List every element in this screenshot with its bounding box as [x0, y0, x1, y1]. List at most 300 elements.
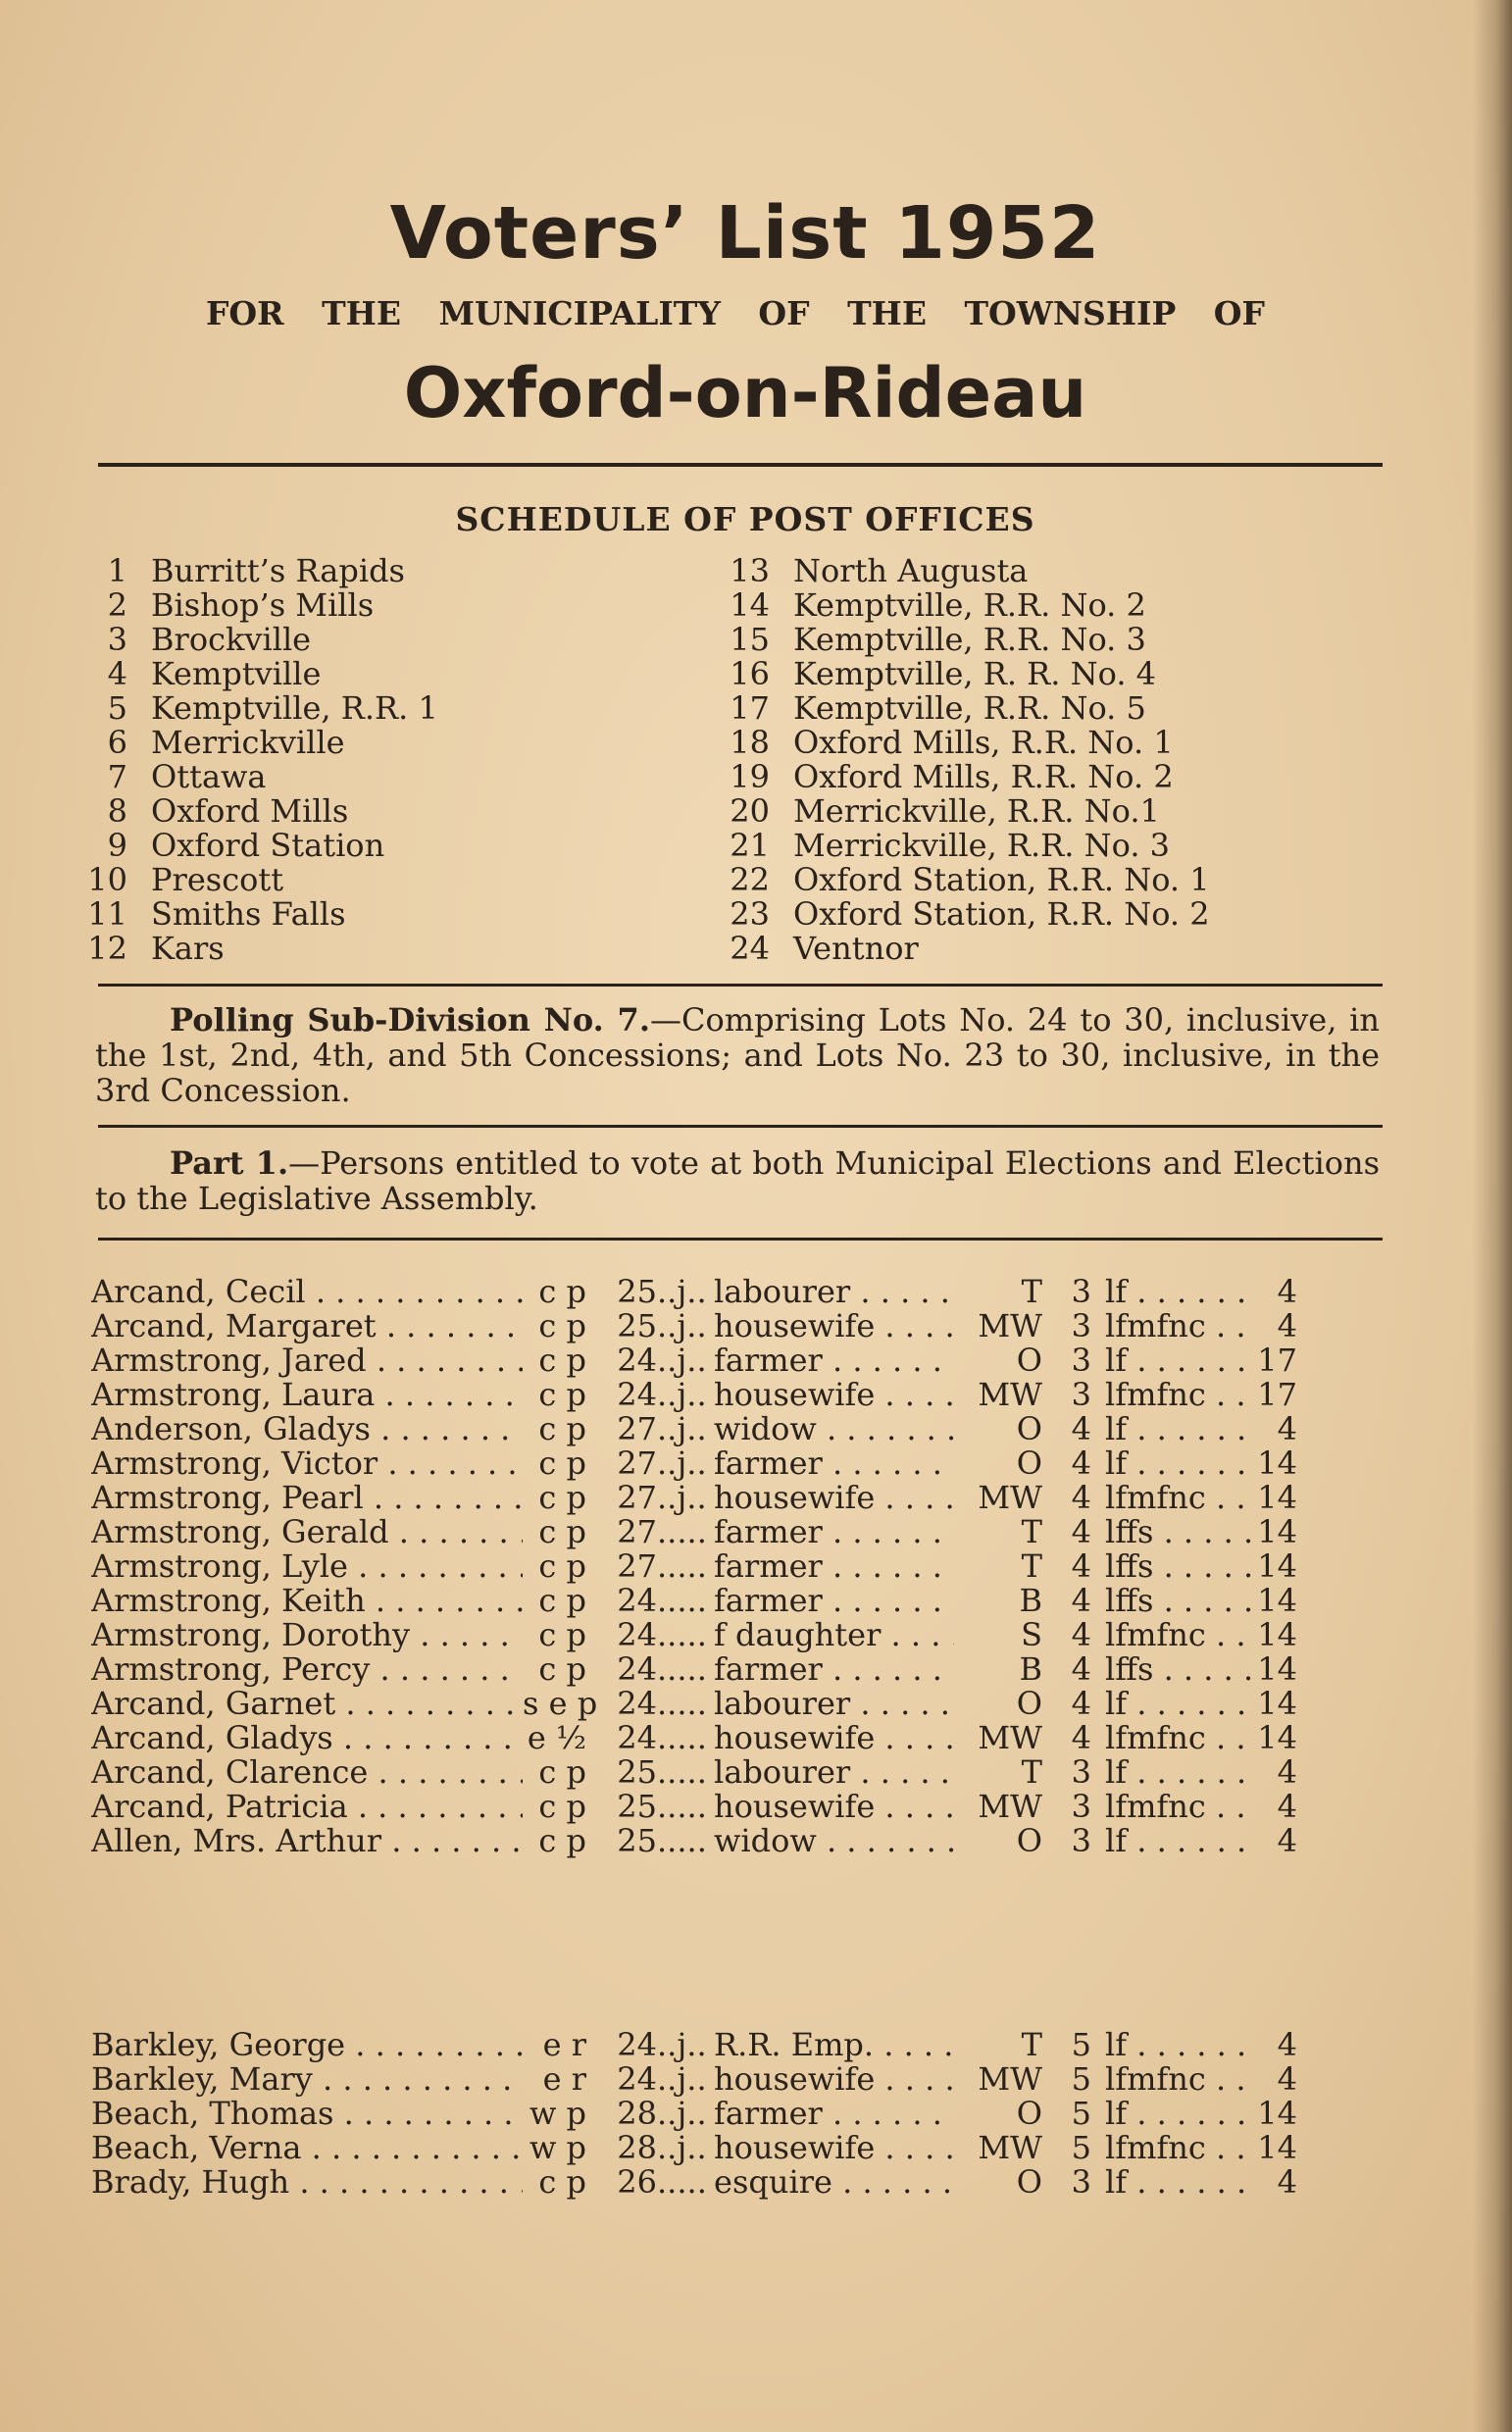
post-office-number: 2 — [107, 586, 127, 624]
voter-post-office: 14 — [1257, 1513, 1297, 1550]
voter-jury-mark: ..j.. — [657, 2060, 707, 2098]
voter-flags: lf . . . — [1091, 2028, 1252, 2062]
post-office-name: Burritt’s Rapids — [151, 552, 405, 589]
voter-status: O — [1016, 2095, 1042, 2132]
voter-name: Arcand, Margaret . . . — [91, 1309, 523, 1343]
post-office-name: Oxford Station — [151, 827, 385, 864]
voter-concession: 3 — [1071, 1822, 1091, 1859]
voter-lot: 24 — [617, 1376, 657, 1413]
voter-occupation: housewife . . . — [714, 2131, 954, 2165]
subtitle-word: OF — [758, 294, 810, 332]
divider — [98, 1238, 1383, 1241]
voter-post-office: 14 — [1257, 1719, 1297, 1756]
post-office-number: 5 — [107, 689, 127, 727]
voter-status: T — [1021, 1753, 1042, 1791]
post-office-item — [721, 588, 1210, 623]
voter-status: MW — [978, 1719, 1042, 1756]
subtitle-word: TOWNSHIP — [964, 294, 1177, 332]
post-office-item — [78, 829, 438, 863]
voter-flags: lfmfnc . . . — [1091, 2062, 1252, 2097]
voter-post-office: 14 — [1257, 1650, 1297, 1688]
voter-qualification-code: c p — [538, 1273, 586, 1310]
voter-post-office: 14 — [1257, 2129, 1297, 2166]
voter-qualification-code: c p — [538, 1753, 586, 1791]
voter-name: Arcand, Gladys . . . — [91, 1721, 523, 1755]
voter-lot: 27 — [617, 1444, 657, 1482]
voter-flags: lffs . . . — [1091, 1515, 1252, 1549]
voter-lot: 26 — [617, 2163, 657, 2201]
voter-name: Brady, Hugh . . . — [91, 2165, 523, 2200]
schedule-heading: SCHEDULE OF POST OFFICES — [455, 500, 1035, 538]
voter-name: Arcand, Garnet . . . — [91, 1687, 523, 1721]
voter-concession: 4 — [1071, 1719, 1091, 1756]
voter-qualification-code: c p — [538, 1616, 586, 1653]
township-name: Oxford-on-Rideau — [403, 353, 1087, 433]
voters-list-b — [91, 2028, 1386, 2200]
voter-status: MW — [978, 1307, 1042, 1344]
polling-subdivision-paragraph — [95, 1002, 1380, 1108]
post-office-number: 21 — [730, 827, 770, 864]
voter-qualification-code: c p — [538, 1410, 586, 1447]
post-office-item — [721, 623, 1210, 657]
voter-lot: 25 — [617, 1307, 657, 1344]
voter-concession: 3 — [1071, 1307, 1091, 1344]
voter-name: Armstrong, Dorothy . . . — [91, 1618, 523, 1652]
voter-lot: 24 — [617, 1719, 657, 1756]
voter-row — [91, 1618, 1386, 1652]
post-office-number: 13 — [730, 552, 770, 589]
voter-concession: 3 — [1071, 1788, 1091, 1825]
voter-name: Armstrong, Jared . . . — [91, 1343, 523, 1378]
voter-qualification-code: c p — [538, 1307, 586, 1344]
voter-lot: 24 — [617, 1616, 657, 1653]
voter-status: T — [1021, 1547, 1042, 1585]
post-office-item — [78, 554, 438, 588]
voter-qualification-code: c p — [538, 1788, 586, 1825]
voter-concession: 4 — [1071, 1650, 1091, 1688]
voter-occupation: farmer . . . — [714, 1652, 954, 1687]
voter-jury-mark: ..... — [657, 1719, 707, 1756]
voter-concession: 5 — [1071, 2095, 1091, 2132]
voter-lot: 28 — [617, 2129, 657, 2166]
voter-jury-mark: ..j.. — [657, 1479, 707, 1516]
voter-post-office: 4 — [1277, 1410, 1297, 1447]
voter-concession: 4 — [1071, 1582, 1091, 1619]
voter-post-office: 4 — [1277, 2026, 1297, 2063]
voter-concession: 3 — [1071, 1273, 1091, 1310]
voter-occupation: widow . . . — [714, 1412, 954, 1446]
post-office-item — [78, 794, 438, 829]
voter-post-office: 4 — [1277, 1273, 1297, 1310]
voter-lot: 28 — [617, 2095, 657, 2132]
voter-row — [91, 1446, 1386, 1481]
voter-status: MW — [978, 2060, 1042, 2098]
voter-concession: 3 — [1071, 1753, 1091, 1791]
voter-jury-mark: ..... — [657, 1513, 707, 1550]
voter-lot: 24 — [617, 2060, 657, 2098]
post-office-item — [78, 691, 438, 726]
post-office-number: 18 — [730, 724, 770, 761]
voter-jury-mark: ..j.. — [657, 1307, 707, 1344]
voter-jury-mark: ..j.. — [657, 2095, 707, 2132]
voter-row — [91, 1412, 1386, 1446]
post-office-name: Oxford Mills, R.R. No. 2 — [793, 758, 1174, 795]
voter-qualification-code: c p — [538, 1582, 586, 1619]
voter-post-office: 4 — [1277, 1307, 1297, 1344]
voter-jury-mark: ..j.. — [657, 1410, 707, 1447]
post-office-name: Oxford Mills — [151, 792, 349, 830]
post-office-name: Kemptville — [151, 655, 322, 692]
voter-jury-mark: ..j.. — [657, 1444, 707, 1482]
post-office-number: 11 — [87, 895, 127, 933]
voter-flags: lfmfnc . . . — [1091, 1481, 1252, 1515]
voter-lot: 25 — [617, 1753, 657, 1791]
voter-row — [91, 1824, 1386, 1858]
post-office-item — [721, 794, 1210, 829]
voter-row — [91, 1275, 1386, 1309]
voter-concession: 3 — [1071, 2163, 1091, 2201]
voter-qualification-code: e ½ — [527, 1719, 586, 1756]
voter-name: Armstrong, Laura . . . — [91, 1378, 523, 1412]
voter-flags: lf . . . — [1091, 1824, 1252, 1858]
voter-flags: lf . . . — [1091, 1687, 1252, 1721]
voter-qualification-code: c p — [538, 1822, 586, 1859]
post-office-number: 6 — [107, 724, 127, 761]
post-office-item — [78, 726, 438, 760]
post-office-name: Oxford Station, R.R. No. 2 — [793, 895, 1210, 933]
divider — [98, 984, 1383, 987]
voter-jury-mark: ..... — [657, 1753, 707, 1791]
voter-name: Armstrong, Keith . . . — [91, 1584, 523, 1618]
part1-label: Part 1. — [170, 1144, 289, 1182]
voter-concession: 4 — [1071, 1513, 1091, 1550]
voter-status: T — [1021, 1273, 1042, 1310]
voter-jury-mark: ..j.. — [657, 2026, 707, 2063]
voter-qualification-code: s e p — [523, 1685, 598, 1722]
voter-lot: 24 — [617, 1650, 657, 1688]
voter-post-office: 14 — [1257, 1479, 1297, 1516]
voter-qualification-code: c p — [538, 1444, 586, 1482]
voter-row — [91, 1721, 1386, 1755]
voter-jury-mark: ..... — [657, 1650, 707, 1688]
post-office-number: 12 — [87, 930, 127, 967]
voter-lot: 24 — [617, 1342, 657, 1379]
voter-post-office: 4 — [1277, 1822, 1297, 1859]
voter-occupation: farmer . . . — [714, 1515, 954, 1549]
voter-name: Arcand, Cecil . . . — [91, 1275, 523, 1309]
post-office-name: North Augusta — [793, 552, 1029, 589]
post-office-name: Merrickville — [151, 724, 345, 761]
post-office-number: 1 — [107, 552, 127, 589]
voter-concession: 5 — [1071, 2060, 1091, 2098]
post-office-item — [721, 726, 1210, 760]
voter-occupation: housewife . . . — [714, 1378, 954, 1412]
voter-qualification-code: c p — [538, 1547, 586, 1585]
voter-name: Armstrong, Gerald . . . — [91, 1515, 523, 1549]
voter-name: Allen, Mrs. Arthur . . . — [91, 1824, 523, 1858]
voter-row — [91, 2097, 1386, 2131]
voter-status: B — [1019, 1650, 1042, 1688]
post-office-number: 23 — [730, 895, 770, 933]
voter-lot: 27 — [617, 1479, 657, 1516]
divider — [98, 1125, 1383, 1128]
voter-occupation: housewife . . . — [714, 2062, 954, 2097]
voter-status: MW — [978, 1788, 1042, 1825]
voter-post-office: 14 — [1257, 1582, 1297, 1619]
voter-jury-mark: ..... — [657, 1582, 707, 1619]
voter-post-office: 14 — [1257, 1616, 1297, 1653]
voter-row — [91, 1549, 1386, 1584]
voter-lot: 25 — [617, 1273, 657, 1310]
subtitle-word: MUNICIPALITY — [438, 294, 721, 332]
voter-post-office: 4 — [1277, 2060, 1297, 2098]
post-office-number: 10 — [87, 861, 127, 898]
voter-flags: lf . . . — [1091, 2097, 1252, 2131]
voter-flags: lffs . . . — [1091, 1549, 1252, 1584]
voter-flags: lfmfnc . . . — [1091, 1721, 1252, 1755]
document-subtitle — [206, 294, 1265, 332]
voter-flags: lf . . . — [1091, 1275, 1252, 1309]
voter-qualification-code: e r — [542, 2026, 586, 2063]
voter-flags: lf . . . — [1091, 1755, 1252, 1790]
voter-name: Barkley, Mary . . . — [91, 2062, 523, 2097]
voter-jury-mark: ..... — [657, 1685, 707, 1722]
voter-lot: 24 — [617, 2026, 657, 2063]
subtitle-word: FOR — [206, 294, 284, 332]
voter-flags: lffs . . . — [1091, 1652, 1252, 1687]
voter-jury-mark: ..j.. — [657, 1342, 707, 1379]
post-office-name: Kemptville, R. R. No. 4 — [793, 655, 1157, 692]
voter-row — [91, 1343, 1386, 1378]
voter-row — [91, 2062, 1386, 2097]
voter-concession: 4 — [1071, 1685, 1091, 1722]
post-office-item — [721, 760, 1210, 794]
voter-lot: 25 — [617, 1788, 657, 1825]
voter-occupation: labourer . . . — [714, 1275, 954, 1309]
post-office-number: 9 — [107, 827, 127, 864]
voter-qualification-code: c p — [538, 2163, 586, 2201]
voter-lot: 24 — [617, 1582, 657, 1619]
post-office-number: 20 — [730, 792, 770, 830]
voter-row — [91, 2131, 1386, 2165]
voter-flags: lfmfnc . . . — [1091, 1309, 1252, 1343]
part1-paragraph — [95, 1145, 1380, 1216]
post-office-name: Oxford Mills, R.R. No. 1 — [793, 724, 1174, 761]
post-office-number: 15 — [730, 621, 770, 658]
voter-row — [91, 1584, 1386, 1618]
subtitle-word: THE — [322, 294, 401, 332]
voter-name: Arcand, Patricia . . . — [91, 1790, 523, 1824]
voter-qualification-code: c p — [538, 1513, 586, 1550]
voter-lot: 27 — [617, 1547, 657, 1585]
post-office-number: 4 — [107, 655, 127, 692]
post-office-name: Merrickville, R.R. No.1 — [793, 792, 1160, 830]
voter-row — [91, 2165, 1386, 2200]
voter-concession: 4 — [1071, 1410, 1091, 1447]
voter-post-office: 4 — [1277, 2163, 1297, 2201]
voters-list-a — [91, 1275, 1386, 1858]
voter-post-office: 14 — [1257, 1547, 1297, 1585]
post-office-item — [78, 932, 438, 966]
post-office-name: Prescott — [151, 861, 284, 898]
voter-name: Barkley, George . . . — [91, 2028, 523, 2062]
voter-concession: 3 — [1071, 1342, 1091, 1379]
document-title: Voters’ List 1952 — [389, 191, 1101, 276]
voter-occupation: housewife . . . — [714, 1309, 954, 1343]
voter-jury-mark: ..j.. — [657, 2129, 707, 2166]
post-office-name: Ventnor — [793, 930, 919, 967]
voter-occupation: widow . . . — [714, 1824, 954, 1858]
voter-row — [91, 1687, 1386, 1721]
voter-name: Beach, Verna . . . — [91, 2131, 523, 2165]
voter-flags: lffs . . . — [1091, 1584, 1252, 1618]
voter-concession: 4 — [1071, 1444, 1091, 1482]
voter-flags: lf . . . — [1091, 1343, 1252, 1378]
voter-post-office: 17 — [1257, 1342, 1297, 1379]
post-office-number: 3 — [107, 621, 127, 658]
voter-row — [91, 1652, 1386, 1687]
post-office-number: 16 — [730, 655, 770, 692]
voter-occupation: housewife . . . — [714, 1790, 954, 1824]
voter-post-office: 14 — [1257, 1685, 1297, 1722]
post-office-item — [721, 932, 1210, 966]
post-office-item — [721, 863, 1210, 897]
voter-occupation: R.R. Emp. . . . — [714, 2028, 954, 2062]
post-office-number: 19 — [730, 758, 770, 795]
voter-status: O — [1016, 2163, 1042, 2201]
voter-occupation: labourer . . . — [714, 1755, 954, 1790]
voter-qualification-code: c p — [538, 1342, 586, 1379]
voter-status: T — [1021, 1513, 1042, 1550]
voter-row — [91, 1378, 1386, 1412]
voter-post-office: 14 — [1257, 2095, 1297, 2132]
voter-qualification-code: e r — [542, 2060, 586, 2098]
post-office-item — [721, 657, 1210, 691]
post-office-number: 8 — [107, 792, 127, 830]
post-office-item — [78, 623, 438, 657]
voter-post-office: 4 — [1277, 1788, 1297, 1825]
voter-flags: lf . . . — [1091, 1412, 1252, 1446]
voter-lot: 24 — [617, 1685, 657, 1722]
voter-occupation: farmer . . . — [714, 1549, 954, 1584]
voter-name: Arcand, Clarence . . . — [91, 1755, 523, 1790]
voter-concession: 3 — [1071, 1376, 1091, 1413]
voter-qualification-code: w p — [529, 2095, 586, 2132]
post-office-item — [721, 554, 1210, 588]
voter-concession: 5 — [1071, 2129, 1091, 2166]
post-office-list-left — [78, 554, 438, 966]
voter-row — [91, 1755, 1386, 1790]
post-office-name: Ottawa — [151, 758, 267, 795]
voter-concession: 5 — [1071, 2026, 1091, 2063]
voter-name: Beach, Thomas . . . — [91, 2097, 523, 2131]
voter-name: Armstrong, Percy . . . — [91, 1652, 523, 1687]
post-office-number: 22 — [730, 861, 770, 898]
post-office-item — [78, 657, 438, 691]
voter-occupation: labourer . . . — [714, 1687, 954, 1721]
voter-lot: 25 — [617, 1822, 657, 1859]
voter-status: O — [1016, 1444, 1042, 1482]
voter-qualification-code: c p — [538, 1479, 586, 1516]
voter-occupation: housewife . . . — [714, 1721, 954, 1755]
post-office-name: Kemptville, R.R. No. 5 — [793, 689, 1146, 727]
voter-name: Armstrong, Lyle . . . — [91, 1549, 523, 1584]
voter-qualification-code: w p — [529, 2129, 586, 2166]
voter-lot: 27 — [617, 1513, 657, 1550]
voter-jury-mark: ..j.. — [657, 1273, 707, 1310]
voter-status: O — [1016, 1410, 1042, 1447]
voter-post-office: 17 — [1257, 1376, 1297, 1413]
voter-name: Armstrong, Victor . . . — [91, 1446, 523, 1481]
voter-status: MW — [978, 2129, 1042, 2166]
voter-name: Armstrong, Pearl . . . — [91, 1481, 523, 1515]
voter-lot: 27 — [617, 1410, 657, 1447]
voter-flags: lfmfnc . . . — [1091, 1378, 1252, 1412]
voter-post-office: 4 — [1277, 1753, 1297, 1791]
voter-occupation: farmer . . . — [714, 1584, 954, 1618]
voter-row — [91, 1309, 1386, 1343]
voter-jury-mark: ..... — [657, 1547, 707, 1585]
post-office-number: 24 — [730, 930, 770, 967]
voter-status: S — [1021, 1616, 1042, 1653]
voter-status: O — [1016, 1685, 1042, 1722]
voter-status: T — [1021, 2026, 1042, 2063]
voter-post-office: 14 — [1257, 1444, 1297, 1482]
post-office-name: Oxford Station, R.R. No. 1 — [793, 861, 1210, 898]
voter-status: MW — [978, 1479, 1042, 1516]
post-office-name: Kemptville, R.R. No. 3 — [793, 621, 1146, 658]
voter-jury-mark: ..... — [657, 1788, 707, 1825]
part1-text: —Persons entitled to vote at both Municipal Elections and Elections to the Legislative Assembly. — [95, 1144, 1381, 1217]
voter-jury-mark: ..... — [657, 1822, 707, 1859]
post-office-name: Kars — [151, 930, 225, 967]
voter-occupation: housewife . . . — [714, 1481, 954, 1515]
post-office-item — [721, 897, 1210, 932]
voter-flags: lf . . . — [1091, 2165, 1252, 2200]
voter-flags: lfmfnc . . . — [1091, 2131, 1252, 2165]
post-office-name: Brockville — [151, 621, 312, 658]
voter-flags: lf . . . — [1091, 1446, 1252, 1481]
voter-flags: lfmfnc . . . — [1091, 1618, 1252, 1652]
divider — [98, 463, 1383, 467]
subtitle-word: THE — [847, 294, 927, 332]
voter-jury-mark: ..j.. — [657, 1376, 707, 1413]
post-office-name: Kemptville, R.R. 1 — [151, 689, 438, 727]
post-office-name: Kemptville, R.R. No. 2 — [793, 586, 1146, 624]
post-office-number: 7 — [107, 758, 127, 795]
voter-concession: 4 — [1071, 1616, 1091, 1653]
voter-occupation: f daughter . . . — [714, 1618, 954, 1652]
post-office-name: Bishop’s Mills — [151, 586, 375, 624]
post-office-item — [78, 863, 438, 897]
voter-occupation: farmer . . . — [714, 1343, 954, 1378]
voter-name: Anderson, Gladys . . . — [91, 1412, 523, 1446]
post-office-item — [78, 588, 438, 623]
post-office-list-right — [721, 554, 1210, 966]
voter-status: MW — [978, 1376, 1042, 1413]
voter-jury-mark: ..... — [657, 1616, 707, 1653]
voter-concession: 4 — [1071, 1547, 1091, 1585]
subtitle-word: OF — [1213, 294, 1265, 332]
voter-row — [91, 1481, 1386, 1515]
voter-row — [91, 2028, 1386, 2062]
post-office-item — [721, 829, 1210, 863]
voter-occupation: esquire . . . — [714, 2165, 954, 2200]
voter-status: O — [1016, 1342, 1042, 1379]
voter-jury-mark: ..... — [657, 2163, 707, 2201]
post-office-item — [721, 691, 1210, 726]
voter-row — [91, 1790, 1386, 1824]
